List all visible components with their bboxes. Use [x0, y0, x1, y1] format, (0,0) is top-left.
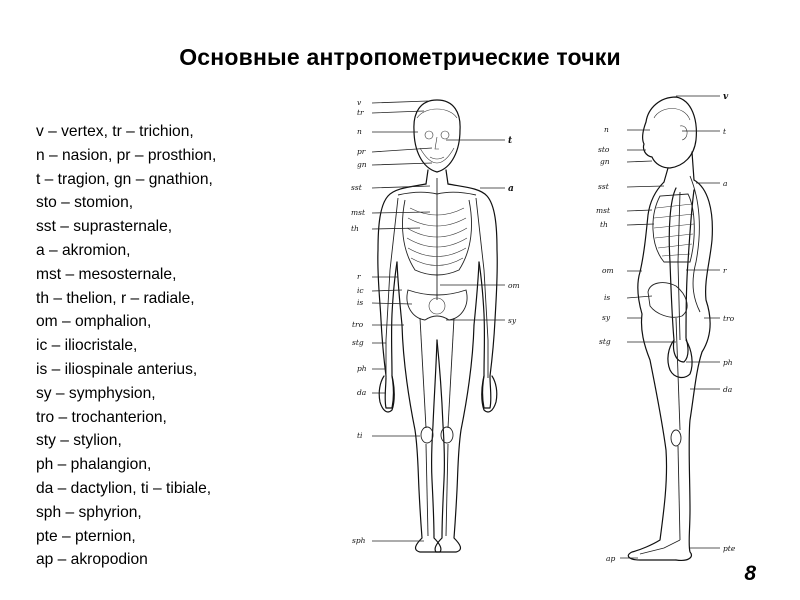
front-left-flank — [397, 262, 402, 325]
side-ribs — [654, 204, 694, 256]
side-label-n: n — [604, 125, 609, 134]
legend-item: tro – trochanterion, — [36, 408, 167, 426]
side-femur — [676, 318, 680, 430]
front-right-side-outline — [448, 184, 497, 408]
front-right-eye — [441, 131, 449, 139]
legend-item: sto – stomion, — [36, 194, 134, 212]
front-right-leg-outline — [435, 325, 474, 552]
front-right-flank — [474, 262, 479, 325]
side-skull — [654, 109, 690, 121]
front-label-t: t — [508, 136, 513, 146]
legend-item: t – tragion, gn – gnathion, — [36, 170, 213, 188]
front-label-tro: tro — [352, 320, 364, 329]
side-label-v: v — [723, 92, 729, 102]
side-label-a: a — [723, 179, 728, 188]
front-label-sph: sph — [352, 536, 366, 545]
front-left-side-outline — [378, 184, 426, 408]
front-label-tr: tr — [357, 108, 364, 117]
side-tibia — [678, 446, 680, 540]
legend-item: mst – mesosternale, — [36, 265, 177, 283]
page-title: Основные антропометрические точки — [179, 44, 621, 70]
front-label-da: da — [357, 388, 367, 397]
legend-item: om – omphalion, — [36, 313, 152, 331]
front-label-ic: ic — [357, 286, 364, 295]
legend-item: ph – phalangion, — [36, 456, 152, 474]
side-view-figure — [596, 92, 736, 563]
legend-item: th – thelion, r – radiale, — [36, 289, 195, 307]
front-label-gn: gn — [357, 160, 367, 169]
front-pelvis-opening — [429, 298, 445, 314]
side-label-om: om — [602, 266, 614, 275]
legend-item: v – vertex, tr – trichion, — [36, 123, 194, 140]
front-left-patella — [421, 427, 433, 443]
legend-item: pte – pternion, — [36, 527, 136, 545]
front-left-eye — [425, 131, 433, 139]
side-label-da: da — [723, 385, 733, 394]
front-left-tibia — [426, 444, 428, 536]
side-label-t: t — [723, 127, 727, 136]
side-pelvis — [648, 283, 687, 318]
legend-item: ic – iliocristale, — [36, 337, 138, 355]
legend-item: sty – stylion, — [36, 432, 122, 450]
front-left-femur — [420, 318, 426, 428]
side-label-ap: ap — [606, 554, 616, 563]
front-right-femur — [448, 318, 454, 428]
front-label-stg: stg — [352, 338, 364, 347]
front-label-n: n — [357, 127, 362, 136]
side-patella — [671, 430, 681, 446]
side-ear — [680, 126, 687, 140]
front-label-is: is — [357, 298, 364, 307]
front-mouth — [430, 157, 444, 159]
legend-item: ap – akropodion — [36, 551, 148, 569]
front-right-tibia — [446, 444, 448, 536]
side-hand — [668, 340, 692, 377]
side-head-outline — [643, 97, 697, 168]
side-label-sy: sy — [602, 313, 611, 322]
front-hairline — [417, 109, 457, 118]
front-jaw — [420, 148, 454, 163]
front-label-ph: ph — [357, 364, 367, 373]
front-label-pr: pr — [357, 147, 366, 156]
legend-item: n – nasion, pr – prosthion, — [36, 146, 217, 164]
side-label-stg: stg — [599, 337, 611, 346]
front-label-sy: sy — [508, 316, 517, 325]
front-label-v: v — [357, 98, 362, 107]
side-label-sst: sst — [598, 182, 609, 191]
front-label-a: a — [508, 184, 514, 194]
front-right-patella — [441, 427, 453, 443]
front-label-r: r — [357, 272, 361, 281]
side-label-sto: sto — [598, 145, 610, 154]
side-label-th: th — [600, 220, 608, 229]
side-arm-bone — [678, 192, 680, 340]
side-leader-lines — [620, 96, 720, 558]
side-label-pte: pte — [723, 544, 736, 553]
side-label-tro: tro — [723, 314, 735, 323]
front-label-om: om — [508, 281, 520, 290]
legend-item: sph – sphyrion, — [36, 503, 142, 521]
side-label-r: r — [723, 266, 727, 275]
front-view-figure — [351, 98, 520, 552]
legend-item: da – dactylion, ti – tibiale, — [36, 479, 212, 497]
front-label-th: th — [351, 224, 359, 233]
side-label-mst: mst — [596, 206, 610, 215]
legend-item: is – iliospinale anterius, — [36, 360, 198, 378]
front-nose — [435, 137, 439, 149]
front-label-ti: ti — [357, 431, 363, 440]
front-label-mst: mst — [351, 208, 365, 217]
side-label-ph: ph — [723, 358, 733, 367]
page-number: 8 — [744, 562, 756, 585]
legend-item: sy – symphysion, — [36, 384, 156, 402]
front-label-sst: sst — [351, 183, 362, 192]
legend-item: a – akromion, — [36, 241, 131, 259]
side-label-is: is — [604, 293, 611, 302]
legend-item: sst – suprasternale, — [36, 218, 173, 236]
side-label-gn: gn — [600, 157, 610, 166]
